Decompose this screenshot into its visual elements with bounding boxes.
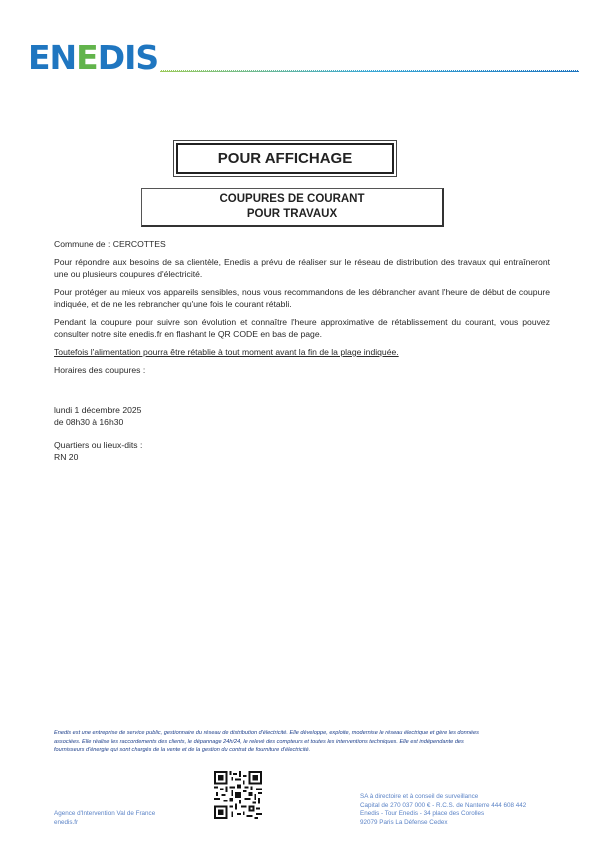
header-gradient-rule xyxy=(160,70,579,72)
company-capital: Capital de 270 037 000 € - R.C.S. de Nanterre 444 608 442 xyxy=(360,801,527,809)
paragraph-follow-outage: Pendant la coupure pour suivre son évolution et connaître l'heure approximative de rétablissement du courant, vous pouvez consulter notre site enedis.fr en flashant le QR CODE en bas de page. xyxy=(54,317,550,339)
footer-agency xyxy=(54,810,155,827)
outage-time: de 08h30 à 16h30 xyxy=(54,417,124,427)
notice-subtitle-line1: COUPURES DE COURANT xyxy=(219,193,365,205)
footer-legal-notice xyxy=(54,729,544,755)
outage-date: lundi 1 décembre 2025 xyxy=(54,405,142,415)
footer-legal-line: Enedis est une entreprise de service public, gestionnaire du réseau de distribution d'électricité. Elle développe, exploite, modernise le réseau électrique et gère les données xyxy=(54,730,479,736)
qr-code-icon[interactable] xyxy=(214,771,262,819)
agency-website-link[interactable]: enedis.fr xyxy=(54,818,79,826)
notice-subtitle-box xyxy=(141,188,444,227)
footer-legal-line: associées. Elle réalise les raccordements des clients, le dépannage 24h/24, le relevé des compteurs et toutes les interventions techniques. Elle est indépendante des xyxy=(54,738,464,745)
districts-value: RN 20 xyxy=(54,452,79,462)
districts-label: Quartiers ou lieux-dits : xyxy=(54,440,143,450)
notice-subtitle-line2: POUR TRAVAUX xyxy=(246,208,338,220)
notice-body xyxy=(54,238,550,463)
footer-legal-line: fournisseurs d'énergie qui sont chargés de la vente et de la gestion du contrat de fourniture d'électricité. xyxy=(54,747,311,754)
display-title: POUR AFFICHAGE xyxy=(217,150,353,167)
agency-name: Agence d'Intervention Val de France xyxy=(54,810,156,817)
paragraph-protect-devices: Pour protéger au mieux vos appareils sensibles, nous vous recommandons de les débrancher avant l'heure de début de coupure indiquée, et de ne les rebrancher qu'une fois le courant rétabli. xyxy=(54,287,550,309)
company-city: 92079 Paris La Défense Cedex xyxy=(360,818,448,826)
company-legal-form: SA à directoire et à conseil de surveillance xyxy=(360,793,479,800)
footer-company-info xyxy=(360,793,526,827)
enedis-logo: ENEDIS xyxy=(28,38,159,77)
paragraph-intro: Pour répondre aux besoins de sa clientèle, Enedis a prévu de réaliser sur le réseau de distribution des travaux qui entraîneront une ou plusieurs coupures d'électricité. xyxy=(54,257,550,279)
display-title-box xyxy=(176,143,394,174)
outage-schedule-label: Horaires des coupures : xyxy=(54,365,146,375)
company-address: Enedis - Tour Enedis - 34 place des Corolles xyxy=(360,810,485,818)
commune-line: Commune de : CERCOTTES xyxy=(54,239,166,249)
paragraph-early-restore: Toutefois l'alimentation pourra être rétablie à tout moment avant la fin de la plage indiquée. xyxy=(54,347,399,357)
